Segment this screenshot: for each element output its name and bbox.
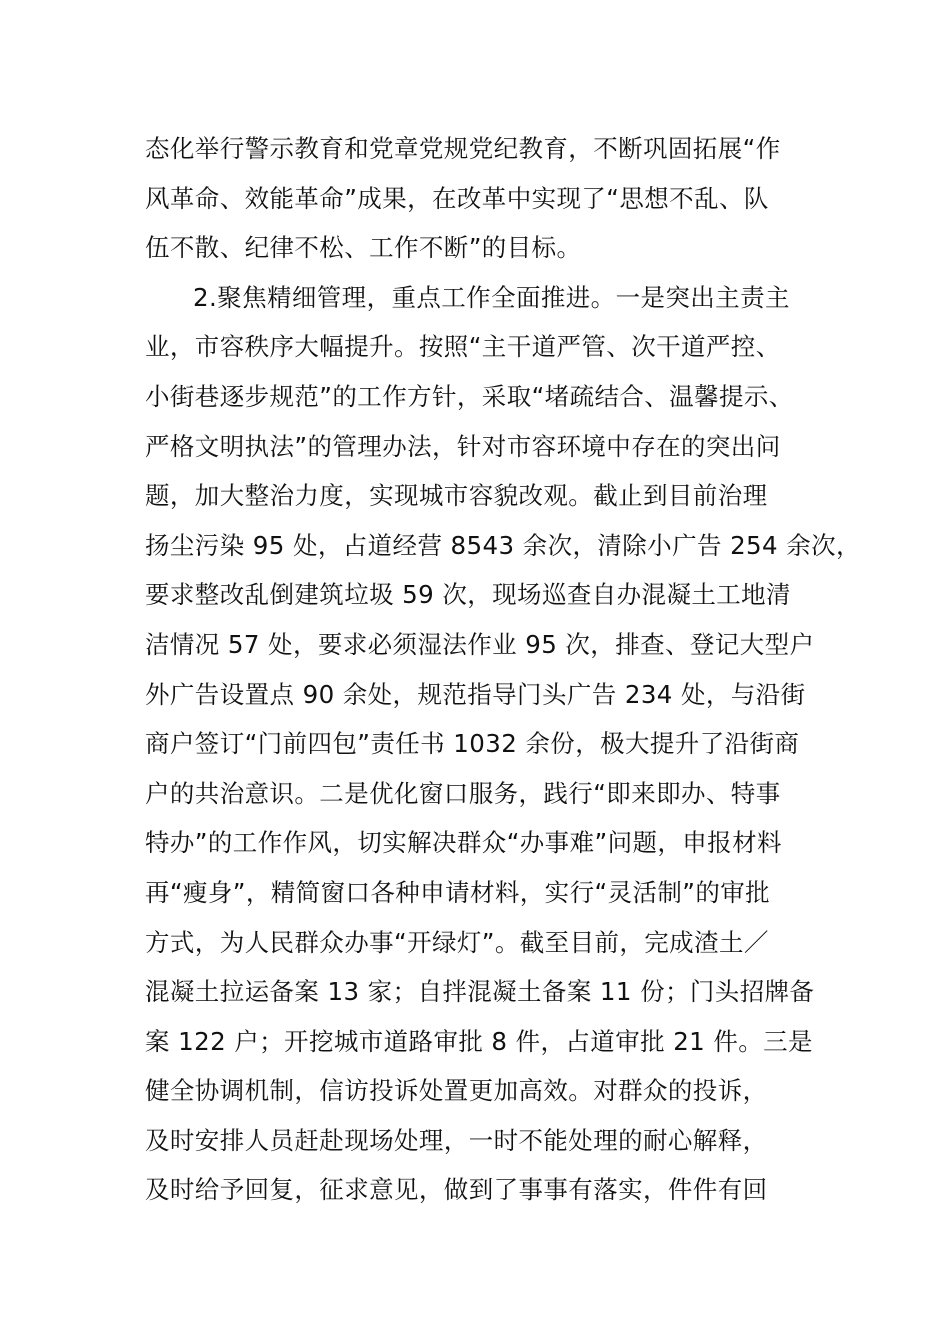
text-line: 题，加大整治力度，实现城市容貌改观。截止到目前治理 <box>145 481 768 511</box>
text-line: 严格文明执法”的管理办法，针对市容环境中存在的突出问 <box>145 431 781 461</box>
paragraph-start-line: 2.聚焦精细管理，重点工作全面推进。一是突出主责主 <box>193 282 790 312</box>
text-line: 扬尘污染 95 处，占道经营 8543 余次，清除小广告 254 余次， <box>145 530 861 560</box>
text-line: 洁情况 57 处，要求必须湿法作业 95 次，排查、登记大型户 <box>145 629 815 659</box>
text-line: 及时安排人员赶赴现场处理，一时不能处理的耐心解释， <box>145 1125 768 1155</box>
text-line: 健全协调机制，信访投诉处置更加高效。对群众的投诉， <box>145 1076 768 1106</box>
text-line: 风革命、效能革命”成果，在改革中实现了“思想不乱、队 <box>145 183 769 213</box>
text-line: 小街巷逐步规范”的工作方针，采取“堵疏结合、温馨提示、 <box>145 381 794 411</box>
text-line: 案 122 户；开挖城市道路审批 8 件，占道审批 21 件。三是 <box>145 1026 813 1056</box>
text-line: 混凝土拉运备案 13 家；自拌混凝土备案 11 份；门头招牌备 <box>145 977 815 1007</box>
text-line: 商户签订“门前四包”责任书 1032 余份，极大提升了沿街商 <box>145 729 800 759</box>
text-line: 伍不散、纪律不松、工作不断”的目标。 <box>145 233 582 263</box>
text-line: 态化举行警示教育和党章党规党纪教育，不断巩固拓展“作 <box>145 134 781 163</box>
text-line: 特办”的工作作风，切实解决群众“办事难”问题，申报材料 <box>145 828 782 858</box>
body-text <box>145 124 861 1215</box>
text-line: 业，市容秩序大幅提升。按照“主干道严管、次干道严控、 <box>145 332 781 362</box>
text-line: 再“瘦身”，精简窗口各种申请材料，实行“灵活制”的审批 <box>145 877 771 907</box>
text-line: 户的共治意识。二是优化窗口服务，践行“即来即办、特事 <box>145 778 781 808</box>
text-line: 及时给予回复，征求意见，做到了事事有落实，件件有回 <box>145 1175 768 1205</box>
text-line: 外广告设置点 90 余处，规范指导门头广告 234 处，与沿街 <box>145 679 806 709</box>
text-line: 方式，为人民群众办事“开绿灯”。截至目前，完成渣土／ <box>145 927 769 957</box>
text-line: 要求整改乱倒建筑垃圾 59 次，现场巡查自办混凝土工地清 <box>145 580 791 610</box>
